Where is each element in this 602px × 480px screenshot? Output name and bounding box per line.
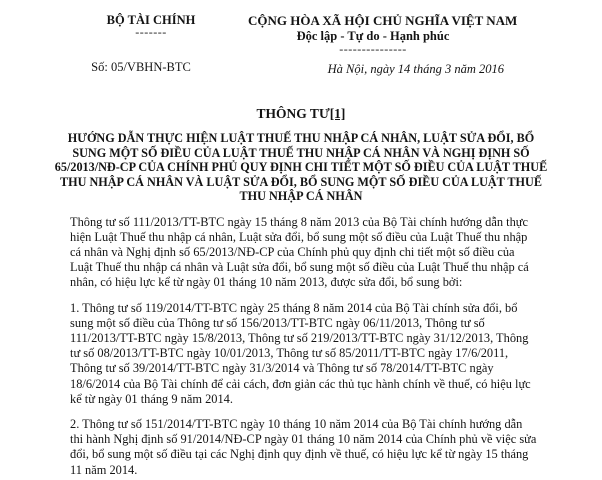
- body-paragraph-intro: Thông tư số 111/2013/TT-BTC ngày 15 tháng 8 năm 2013 của Bộ Tài chính hướng dẫn thực hiện Luật Thuế thu nhập cá nhân, Luật sửa đổi, bổ sung một số điều của Luật Thuế thu nhập cá nhân và Nghị định số 65/2013/NĐ-CP của Chính phủ quy định chi tiết một số điều của Luật Thuế thu nhập cá nhân và Luật sửa đổi, bổ sung một số điều của Luật Thuế thu nhập cá nhân, có hiệu lực kể từ ngày 01 tháng 10 năm 2013, được sửa đổi, bổ sung bởi:: [70, 214, 529, 290]
- document-body: [0, 204, 602, 478]
- national-title: CỘNG HÒA XÃ HỘI CHỦ NGHĨA VIỆT NAM: [248, 13, 518, 28]
- national-block: [248, 13, 518, 77]
- national-motto: Độc lập - Tự do - Hạnh phúc: [296, 29, 450, 43]
- place-date-line: Hà Nội, ngày 14 tháng 3 năm 2016: [327, 62, 504, 76]
- issuer-block: [62, 13, 240, 75]
- body-paragraph-item-2: 2. Thông tư số 151/2014/TT-BTC ngày 10 tháng 10 năm 2014 của Bộ Tài chính hướng dẫn thi hành Nghị định số 91/2014/NĐ-CP ngày 01 tháng 10 năm 2014 của Chính phủ về việc sửa đổi, bổ sung một số điều tại các Nghị định quy định về thuế, có hiệu lực kể từ ngày 15 tháng 11 năm 2014.: [70, 416, 537, 477]
- document-header: [0, 0, 602, 77]
- document-number: Số: 05/VBHN-BTC: [91, 60, 191, 74]
- body-paragraph-item-1: 1. Thông tư số 119/2014/TT-BTC ngày 25 tháng 8 năm 2014 của Bộ Tài chính sửa đổi, bổ sung một số điều của Thông tư số 156/2013/TT-BTC ngày 06/11/2013, Thông tư số 111/2013/TT-BTC ngày 15/8/2013, Thông tư số 219/2013/TT-BTC ngày 31/12/2013, Thông tư số 08/2013/TT-BTC ngày 10/01/2013, Thông tư số 85/2011/TT-BTC ngày 17/6/2011, Thông tư số 39/2014/TT-BTC ngày 31/3/2014 và Thông tư số 78/2014/TT-BTC ngày 18/6/2014 của Bộ Tài chính để cải cách, đơn giản các thủ tục hành chính về thuế, có hiệu lực kể từ ngày 01 tháng 9 năm 2014.: [70, 300, 531, 406]
- motto-divider-dashes: ---------------: [339, 42, 407, 56]
- circular-title-text: THÔNG TƯ: [256, 106, 330, 121]
- circular-subtitle: HƯỚNG DẪN THỰC HIỆN LUẬT THUẾ THU NHẬP CÁ NHÂN, LUẬT SỬA ĐỔI, BỔ SUNG MỘT SỐ ĐIỀU CỦA LUẬT THUẾ THU NHẬP CÁ NHÂN VÀ NGHỊ ĐỊNH SỐ 65/2013/NĐ-CP CỦA CHÍNH PHỦ QUY ĐỊNH CHI TIẾT MỘT SỐ ĐIỀU CỦA LUẬT THUẾ THU NHẬP CÁ NHÂN VÀ LUẬT SỬA ĐỔI, BỔ SUNG MỘT SỐ ĐIỀU CỦA LUẬT THUẾ THU NHẬP CÁ NHÂN: [54, 131, 548, 203]
- circular-title: [0, 105, 602, 122]
- footnote-ref-link[interactable]: [1]: [329, 106, 346, 121]
- issuer-name: BỘ TÀI CHÍNH: [106, 13, 196, 27]
- issuer-divider-dashes: -------: [135, 25, 167, 39]
- title-block: [0, 105, 602, 204]
